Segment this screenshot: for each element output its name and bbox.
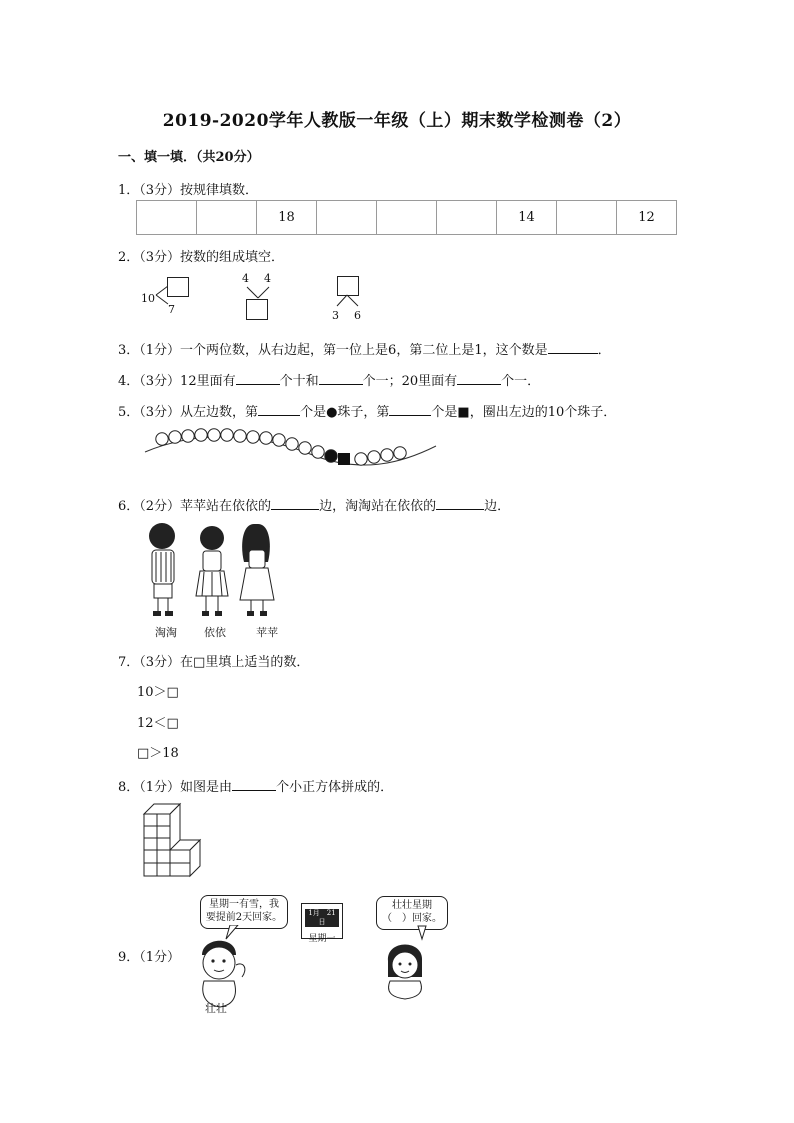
q1-text: 按规律填数．	[180, 183, 259, 198]
q2-text: 按数的组成填空．	[180, 250, 285, 265]
bubble-line: 要提前2天回家。	[205, 912, 283, 923]
answer-box[interactable]	[167, 277, 189, 297]
answer-box[interactable]	[246, 299, 268, 320]
question-2	[118, 246, 284, 265]
bead	[312, 446, 324, 458]
q8-text: 如图是由	[180, 780, 233, 795]
child-name: 苹苹	[256, 626, 278, 639]
q4-text: 个一．	[501, 374, 541, 389]
inequality-line[interactable]: □＞18	[137, 746, 179, 761]
calendar-date: 1月 21日	[305, 909, 339, 927]
bead	[394, 447, 406, 459]
q8-text: 个小正方体拼成的．	[276, 780, 394, 795]
inequality-line[interactable]: 12＜□	[137, 716, 179, 731]
q1-prefix: 1．（3分）	[118, 183, 181, 198]
inequality-line[interactable]: 10＞□	[137, 685, 179, 700]
q5-text: 个是■，圈出左边的10个珠子．	[431, 405, 617, 420]
answer-box[interactable]	[337, 276, 359, 296]
q5-text: 从左边数，第	[180, 405, 259, 420]
answer-blank[interactable]	[548, 341, 598, 354]
q4-text: 个十和	[279, 374, 319, 389]
section-heading: 一、填一填．（共20分）	[118, 150, 260, 165]
sequence-cell[interactable]	[557, 201, 617, 235]
bubble-line[interactable]: （ ）回家。	[382, 913, 442, 924]
bubble-line: 星期一有雪，我	[209, 899, 279, 910]
child-name: 淘淘	[155, 626, 177, 639]
calendar-weekday: 星期一	[308, 934, 336, 944]
bead	[156, 433, 168, 445]
bead	[286, 438, 298, 450]
q3-end: ．	[597, 343, 611, 358]
boy-figure	[202, 941, 245, 1007]
sequence-cell: 14	[497, 201, 557, 235]
composition-part: 4	[242, 272, 249, 285]
sequence-cell[interactable]	[437, 201, 497, 235]
answer-blank[interactable]	[258, 403, 300, 416]
question-9	[118, 946, 180, 965]
q4-prefix: 4．（3分）	[118, 374, 181, 389]
branch-lines	[333, 294, 363, 308]
girl-figure	[196, 526, 228, 616]
bead	[208, 429, 220, 441]
boy-name: 壮壮	[205, 1002, 227, 1015]
sequence-cell[interactable]	[317, 201, 377, 235]
question-8	[118, 776, 393, 795]
bead	[299, 442, 311, 454]
bead	[169, 431, 181, 443]
q4-text: 个一；20里面有	[362, 374, 458, 389]
q6-text: 边．	[484, 499, 511, 514]
q6-text: 苹苹站在依依的	[180, 499, 272, 514]
sequence-cell[interactable]	[377, 201, 437, 235]
composition-whole: 10	[141, 292, 155, 305]
boy-figure	[149, 523, 175, 616]
speech-bubble-left	[200, 895, 288, 929]
answer-blank[interactable]	[271, 497, 319, 510]
answer-blank[interactable]	[319, 372, 363, 385]
answer-blank[interactable]	[389, 403, 431, 416]
bead	[260, 432, 272, 444]
question-4	[118, 370, 540, 389]
composition-part: 3	[332, 309, 339, 322]
q8-prefix: 8．（1分）	[118, 780, 181, 795]
q3-prefix: 3．（1分）	[118, 343, 181, 358]
q6-prefix: 6．（2分）	[118, 499, 181, 514]
branch-lines	[244, 286, 272, 300]
page-title: 2019-2020学年人教版一年级（上）期末数学检测卷（2）	[162, 111, 632, 131]
black-bead	[325, 450, 337, 462]
answer-blank[interactable]	[236, 372, 280, 385]
question-1	[118, 179, 258, 198]
composition-part: 7	[168, 303, 175, 316]
scene-illustration	[190, 925, 460, 1015]
q2-prefix: 2．（3分）	[118, 250, 181, 265]
composition-part: 4	[264, 272, 271, 285]
girl-figure	[240, 524, 274, 616]
q9-prefix: 9．（1分）	[118, 950, 181, 965]
q4-text: 12里面有	[180, 374, 236, 389]
bead-string	[140, 424, 440, 472]
sequence-cell: 12	[617, 201, 677, 235]
composition-part: 6	[354, 309, 361, 322]
bead	[368, 451, 380, 463]
sequence-cell: 18	[257, 201, 317, 235]
q7-prefix: 7．（3分）	[118, 655, 181, 670]
bubble-line: 壮壮星期	[392, 900, 432, 911]
child-name: 依依	[204, 626, 226, 639]
q7-text: 在□里填上适当的数．	[180, 655, 310, 670]
q5-prefix: 5．（3分）	[118, 405, 181, 420]
bead	[221, 429, 233, 441]
bead	[182, 430, 194, 442]
question-3	[118, 339, 611, 358]
q3-text: 一个两位数，从右边起，第一位上是6，第二位上是1，这个数是	[180, 343, 548, 358]
sequence-table	[136, 200, 677, 235]
bead	[247, 431, 259, 443]
question-6	[118, 495, 510, 514]
q5-text: 个是●珠子，第	[300, 405, 390, 420]
cube-stack-figure	[138, 800, 204, 878]
sequence-cell[interactable]	[197, 201, 257, 235]
bead	[234, 430, 246, 442]
bead	[195, 429, 207, 441]
answer-blank[interactable]	[457, 372, 501, 385]
square-bead	[338, 453, 350, 465]
question-5	[118, 401, 616, 420]
girl-figure	[388, 945, 422, 1000]
bead	[273, 434, 285, 446]
sequence-cell[interactable]	[137, 201, 197, 235]
answer-blank[interactable]	[436, 497, 484, 510]
bead	[355, 453, 367, 465]
bead	[381, 449, 393, 461]
children-illustration	[140, 516, 290, 622]
question-7	[118, 651, 309, 670]
q6-text: 边，淘淘站在依依的	[319, 499, 437, 514]
answer-blank[interactable]	[232, 778, 276, 791]
